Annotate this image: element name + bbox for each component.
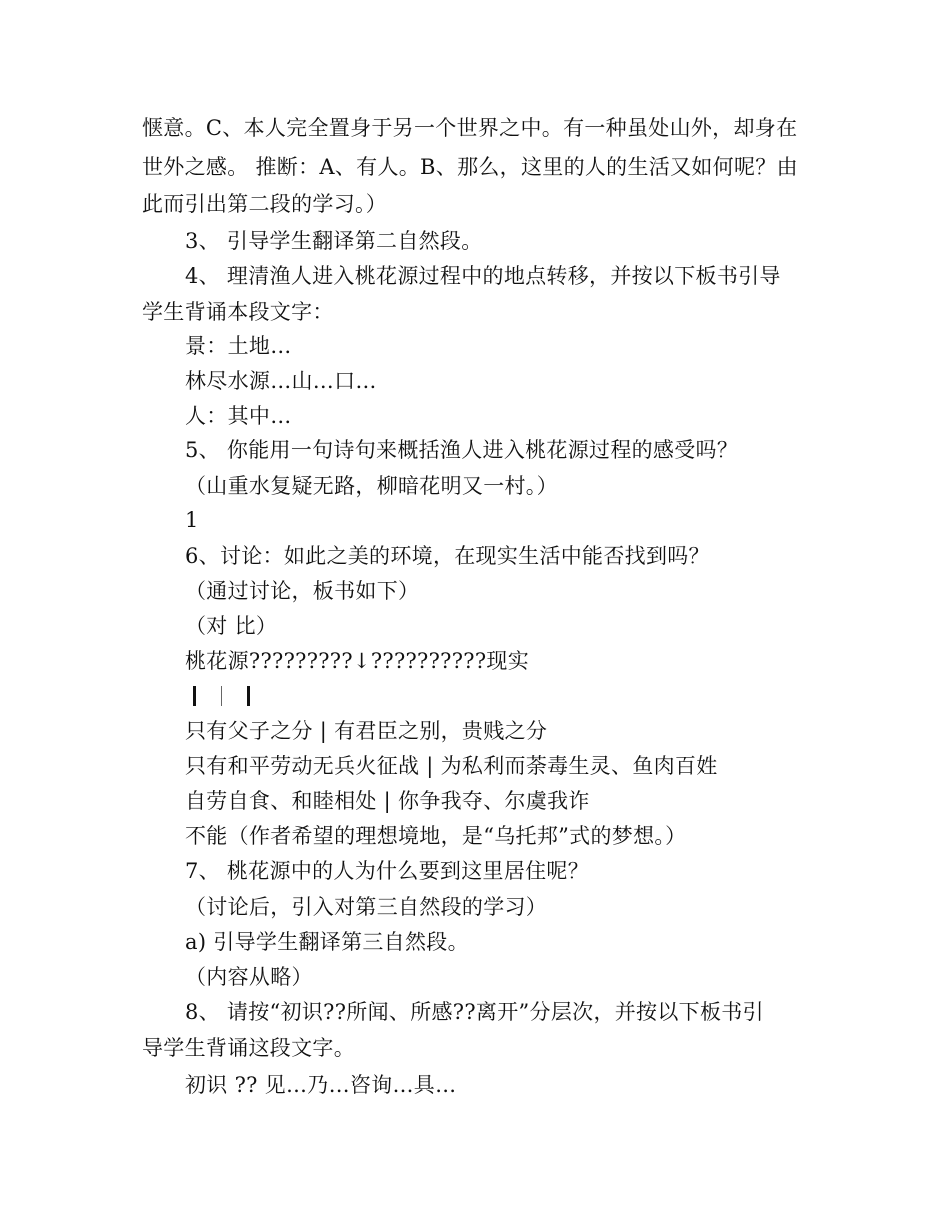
text-line: 导学生背诵这段文字。	[142, 1036, 355, 1060]
comparison-heading: 桃花源?????????↓??????????现实	[185, 649, 530, 673]
text-line: 7、 桃花源中的人为什么要到这里居住呢？	[185, 859, 590, 883]
text-line: （对 比）	[185, 614, 278, 638]
text-line: （内容从略）	[185, 965, 313, 989]
text-line: 不能（作者希望的理想境地，是“乌托邦”式的梦想。）	[185, 824, 687, 848]
text-line: 4、 理清渔人进入桃花源过程中的地点转移，并按以下板书引导	[185, 264, 781, 288]
text-line: 8、 请按“初识??所闻、所感??离开”分层次，并按以下板书引	[185, 1000, 764, 1024]
text-line: 世外之感。 推断：A、有人。B、那么，这里的人的生活又如何呢？由	[142, 155, 798, 179]
divider-bar-center	[221, 686, 222, 706]
comparison-row: 只有父子之分 | 有君臣之别，贵贱之分	[185, 719, 548, 743]
text-line: 林尽水源…山…口…	[185, 369, 377, 393]
text-line: 景：土地…	[185, 334, 292, 358]
text-line: 5、 你能用一句诗句来概括渔人进入桃花源过程的感受吗？	[185, 438, 739, 462]
text-line: 初识 ?? 见…乃…咨询…具…	[185, 1073, 457, 1097]
text-line: 此而引出第二段的学习。）	[142, 192, 388, 216]
text-line: 人：其中…	[185, 404, 292, 428]
text-line: （通过讨论，板书如下）	[185, 579, 420, 603]
text-line: （讨论后，引入对第三自然段的学习）	[185, 895, 548, 919]
comparison-row: 只有和平劳动无兵火征战 | 为私利而荼毒生灵、鱼肉百姓	[185, 754, 718, 778]
text-line: 6、讨论：如此之美的环境，在现实生活中能否找到吗？	[185, 544, 710, 568]
divider-bar-right	[247, 686, 250, 706]
text-line: 学生背诵本段文字：	[142, 300, 334, 324]
text-line: （山重水复疑无路，柳暗花明又一村。）	[185, 474, 558, 498]
comparison-row: 自劳自食、和睦相处 | 你争我夺、尔虞我诈	[185, 789, 590, 813]
text-line: 3、 引导学生翻译第二自然段。	[185, 229, 483, 253]
text-line: a) 引导学生翻译第三自然段。	[185, 930, 469, 954]
table-divider-bars	[185, 680, 305, 714]
text-line: 惬意。C、本人完全置身于另一个世界之中。有一种虽处山外，却身在	[142, 116, 798, 140]
page-number: 1	[185, 508, 199, 532]
divider-bar-left	[193, 686, 196, 706]
